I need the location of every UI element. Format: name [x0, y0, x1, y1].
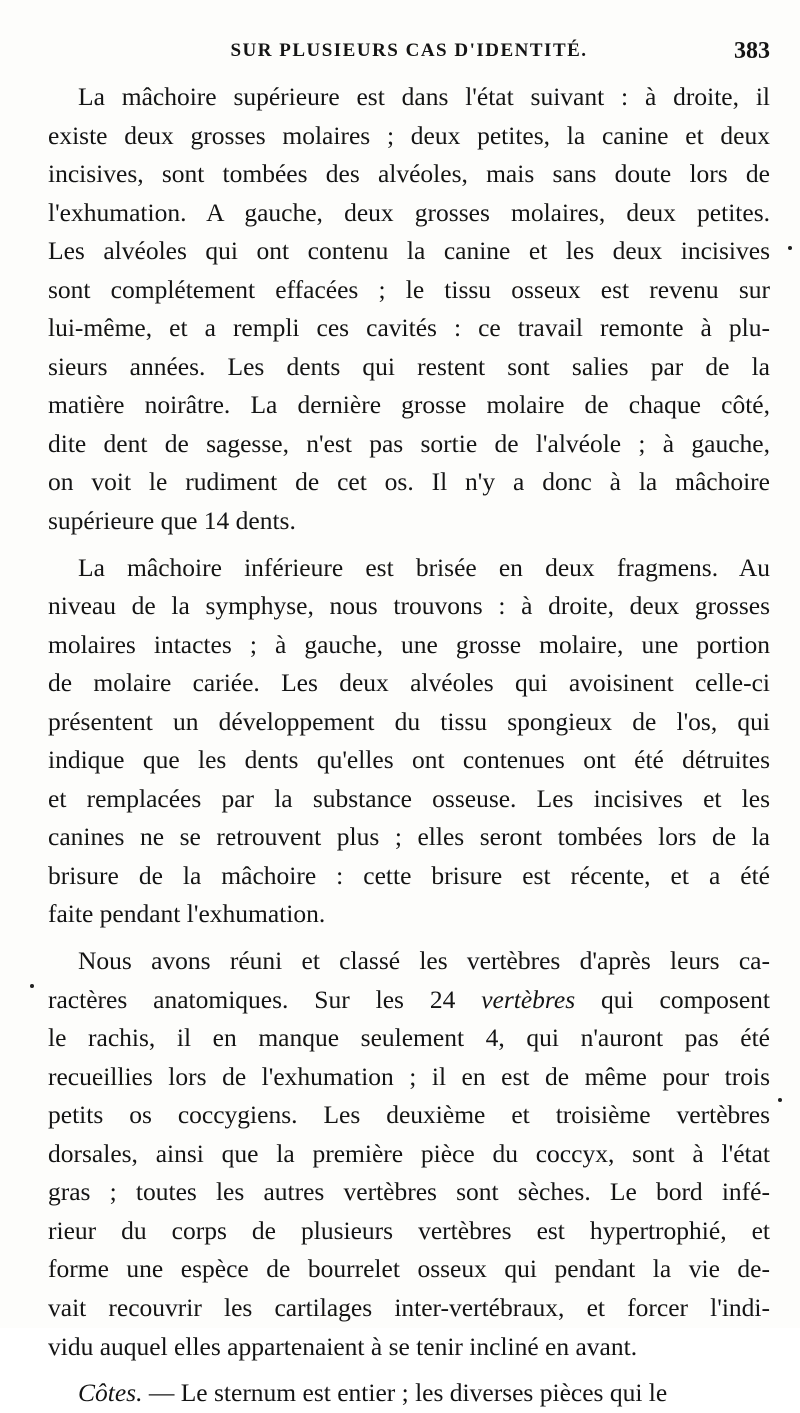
- italic-term: vertèbres: [481, 984, 576, 1014]
- text-line: sont complétement effacées ; le tissu osseux est revenu sur: [48, 274, 770, 304]
- text-line: molaires intactes ; à gauche, une grosse molaire, une portion: [48, 629, 770, 659]
- text-line: canines ne se retrouvent plus ; elles seront tombées lors de la: [48, 822, 770, 852]
- page-number: 383: [734, 38, 770, 64]
- text-line: sieurs années. Les dents qui restent sont salies par de la: [48, 351, 770, 381]
- text-line: indique que les dents qu'elles ont contenues ont été détruites: [48, 745, 770, 775]
- text-line: Les alvéoles qui ont contenu la canine et les deux incisives: [48, 236, 770, 266]
- margin-speck: [778, 1098, 782, 1102]
- paragraph-gap: [48, 934, 770, 942]
- paragraph: [48, 942, 770, 1366]
- page-header: [48, 40, 770, 70]
- text-line: niveau de la symphyse, nous trouvons : à droite, deux grosses: [48, 591, 770, 621]
- running-head: SUR PLUSIEURS CAS D'IDENTITÉ.: [230, 40, 588, 61]
- text-line: matière noirâtre. La dernière grosse molaire de chaque côté,: [48, 390, 770, 420]
- text-line: on voit le rudiment de cet os. Il n'y a donc à la mâchoire: [48, 467, 770, 497]
- text-line: dite dent de sagesse, n'est pas sortie de l'alvéole ; à gauche,: [48, 428, 770, 458]
- text-line: La mâchoire inférieure est brisée en deux fragmens. Au: [78, 552, 770, 582]
- text-line: forme une espèce de bourrelet osseux qui pendant la vie de-: [48, 1254, 770, 1284]
- text-line: gras ; toutes les autres vertèbres sont sèches. Le bord infé-: [48, 1177, 770, 1207]
- text-line: et remplacées par la substance osseuse. Les incisives et les: [48, 783, 770, 813]
- paragraph: [48, 1374, 770, 1413]
- text-line: lui-même, et a rempli ces cavités : ce travail remonte à plu-: [48, 313, 770, 343]
- text-line: recueillies lors de l'exhumation ; il en est de même pour trois: [48, 1061, 770, 1091]
- text-line: dorsales, ainsi que la première pièce du coccyx, sont à l'état: [48, 1138, 770, 1168]
- paragraph: [48, 549, 770, 934]
- text-line: rieur du corps de plusieurs vertèbres est hypertrophié, et: [48, 1215, 770, 1245]
- paragraph-gap: [48, 1366, 770, 1374]
- text-line: La mâchoire supérieure est dans l'état suivant : à droite, il: [78, 82, 770, 111]
- text-line: Nous avons réuni et classé les vertèbres d'après leurs ca-: [78, 946, 770, 976]
- text-line: le rachis, il en manque seulement 4, qui n'auront pas été: [48, 1023, 770, 1053]
- text-line: brisure de la mâchoire : cette brisure est récente, et a été: [48, 860, 770, 890]
- text-line: l'exhumation. A gauche, deux grosses molaires, deux petites.: [48, 197, 770, 227]
- text-line: incisives, sont tombées des alvéoles, mais sans doute lors de: [48, 159, 770, 189]
- text-line: existe deux grosses molaires ; deux petites, la canine et deux: [48, 120, 770, 150]
- text-line: Côtes. — Le sternum est entier ; les diverses pièces qui le: [78, 1378, 668, 1408]
- text-line: supérieure que 14 dents.: [48, 506, 296, 536]
- text-line: ractères anatomiques. Sur les 24 vertèbres qui composent: [48, 984, 770, 1014]
- body-text: [48, 78, 770, 1413]
- margin-speck: [788, 246, 792, 250]
- text-line: petits os coccygiens. Les deuxième et troisième vertèbres: [48, 1100, 770, 1130]
- text-line: faite pendant l'exhumation.: [48, 899, 326, 929]
- paragraph: [48, 78, 770, 541]
- paragraph-gap: [48, 541, 770, 549]
- margin-speck: [30, 984, 34, 988]
- text-line: vait recouvrir les cartilages inter-vertébraux, et forcer l'indi-: [48, 1292, 770, 1322]
- text-line: vidu auquel elles appartenaient à se tenir incliné en avant.: [48, 1331, 638, 1361]
- section-label: Côtes.: [78, 1378, 143, 1408]
- text-line: présentent un développement du tissu spongieux de l'os, qui: [48, 706, 770, 736]
- text-line: de molaire cariée. Les deux alvéoles qui avoisinent celle-ci: [48, 668, 770, 698]
